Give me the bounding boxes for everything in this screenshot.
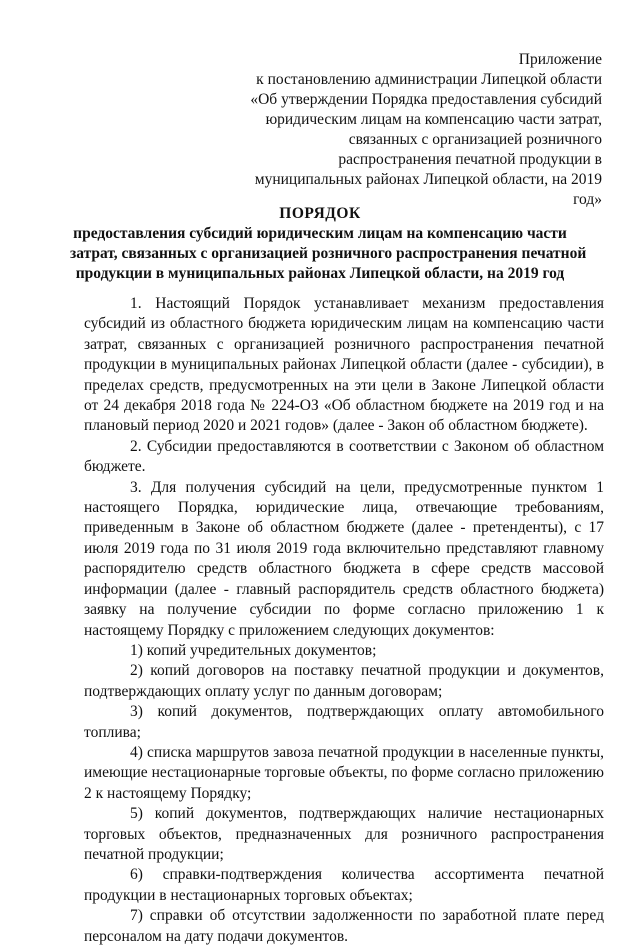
paragraph-item-2: 2. Субсидии предоставляются в соответствии с Законом об областном бюджете. <box>84 437 604 476</box>
document-body <box>84 294 604 947</box>
list-item-1: 1) копий учредительных документов; <box>130 641 377 659</box>
subtitle-line: продукции в муниципальных районах Липецкой области, на 2019 год <box>75 265 565 282</box>
annex-line: год» <box>573 191 602 208</box>
annex-line: муниципальных районах Липецкой области, на 2019 <box>254 171 602 188</box>
list-item-5: 5) копий документов, подтверждающих наличие нестационарных торговых объектов, предназначенных для розничного распространения печатной продукции; <box>84 805 604 863</box>
paragraph-item-3: 3. Для получения субсидий на цели, предусмотренные пунктом 1 настоящего Порядка, юридические лица, отвечающие требованиям, приведенным в Законе об областном бюджете (далее - претенденты), с 17 июля 2019 года по 31 июля 2019 года включительно представляют главному распорядителю средств областного бюджета в сфере средств массовой информации (далее - главный распорядитель средств областного бюджета) заявку на получение субсидии по форме согласно приложению 1 к настоящему Порядку с приложением следующих документов: <box>84 478 604 639</box>
annex-line: «Об утверждении Порядка предоставления субсидий <box>250 91 602 108</box>
document-title: ПОРЯДОК <box>279 205 361 222</box>
annex-line: Приложение <box>518 51 602 68</box>
list-item-7: 7) справки об отсутствии задолженности по заработной плате перед персоналом на дату подачи документов. <box>84 907 604 945</box>
list-item-3: 3) копий документов, подтверждающих оплату автомобильного топлива; <box>84 703 604 741</box>
annex-line: юридическим лицам на компенсацию части затрат, <box>265 111 602 128</box>
paragraph-item-1: 1. Настоящий Порядок устанавливает механизм предоставления субсидий из областного бюджета юридическим лицам на компенсацию части затрат, связанных с организацией розничного распространения печатной продукции в муниципальных районах Липецкой области (далее - субсидии), в пределах средств, предусмотренных на эти цели в Законе Липецкой области от 24 декабря 2018 года № 224-ОЗ «Об областном бюджете на 2019 год и на плановый период 2020 и 2021 годов» (далее - Закон об областном бюджете). <box>84 295 604 435</box>
annex-line: связанных с организацией розничного <box>348 131 602 148</box>
list-item-2: 2) копий договоров на поставку печатной продукции и документов, подтверждающих оплату услуг по данным договорам; <box>84 662 604 700</box>
list-item-6: 6) справки-подтверждения количества ассортимента печатной продукции в нестационарных торговых объектах; <box>84 866 604 904</box>
annex-header <box>202 50 602 210</box>
subtitle-line: предоставления субсидий юридическим лицам на компенсацию части <box>73 225 567 242</box>
document-subtitle <box>70 224 587 284</box>
list-item-4: 4) списка маршрутов завоза печатной продукции в населенные пункты, имеющие нестационарные торговые объекты, по форме согласно приложению 2 к настоящему Порядку; <box>84 743 604 802</box>
subtitle-line: затрат, связанных с организацией розничного распространения печатной <box>70 245 587 262</box>
annex-line: распространения печатной продукции в <box>338 151 602 168</box>
annex-line: к постановлению администрации Липецкой области <box>256 71 602 88</box>
